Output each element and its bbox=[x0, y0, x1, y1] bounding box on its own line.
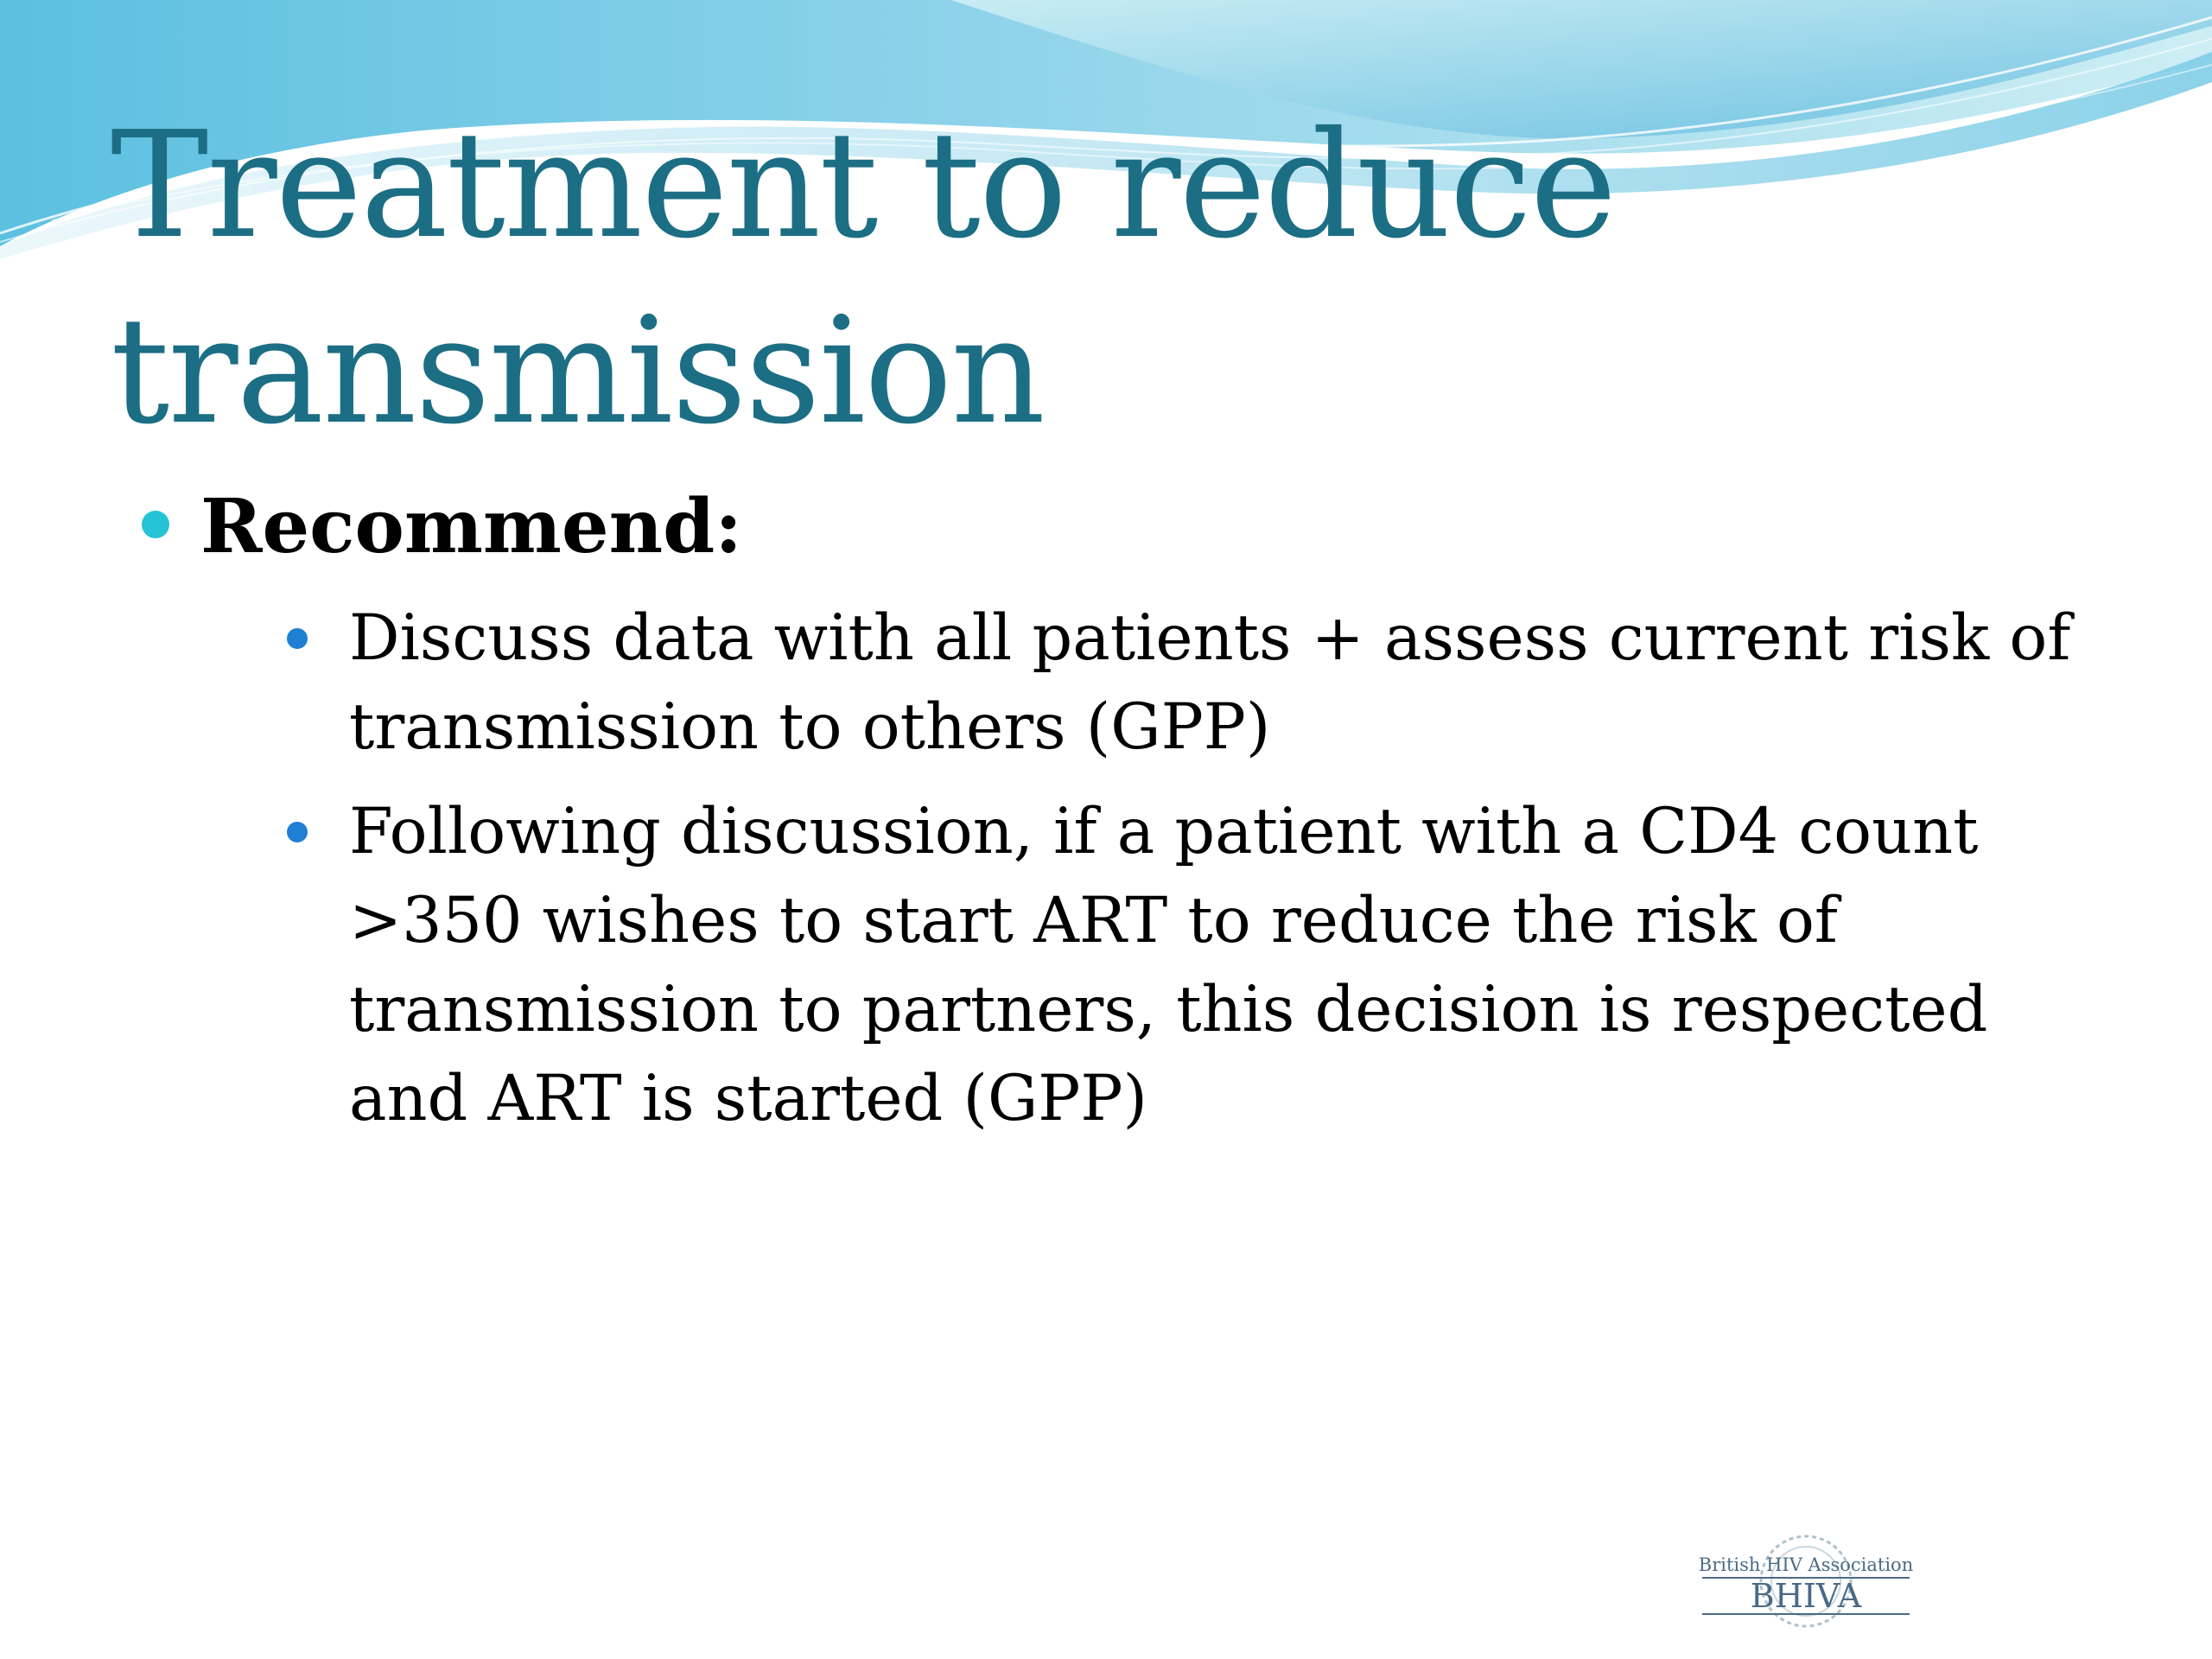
bullet-dot-icon bbox=[142, 511, 169, 538]
bhiva-logo bbox=[1694, 1528, 1918, 1631]
recommend-heading: Recommend: bbox=[200, 483, 743, 570]
bullet-dot-icon bbox=[287, 628, 308, 649]
list-item bbox=[287, 594, 2084, 772]
logo-top-text: British HIV Association bbox=[1698, 1554, 1914, 1575]
bullet-recommend bbox=[138, 471, 2091, 583]
sub-bullet-list bbox=[287, 594, 2084, 1143]
list-item-text: Following discussion, if a patient with a CD4 count >350 wishes to start ART to reduce the risk of transmission to partners, this decision is respected and ART is started (GPP) bbox=[349, 795, 1988, 1135]
slide-title-line-1: Treatment to reduce bbox=[111, 100, 1616, 271]
logo-main-text: BHIVA bbox=[1750, 1577, 1862, 1615]
bullet-dot-icon bbox=[287, 822, 308, 842]
slide-title-line-2: transmission bbox=[111, 286, 1044, 457]
slide-title bbox=[111, 93, 2098, 465]
list-item bbox=[287, 787, 2084, 1143]
list-item-text: Discuss data with all patients + assess current risk of transmission to others (GPP) bbox=[349, 601, 2071, 764]
slide-body bbox=[138, 471, 2091, 1159]
